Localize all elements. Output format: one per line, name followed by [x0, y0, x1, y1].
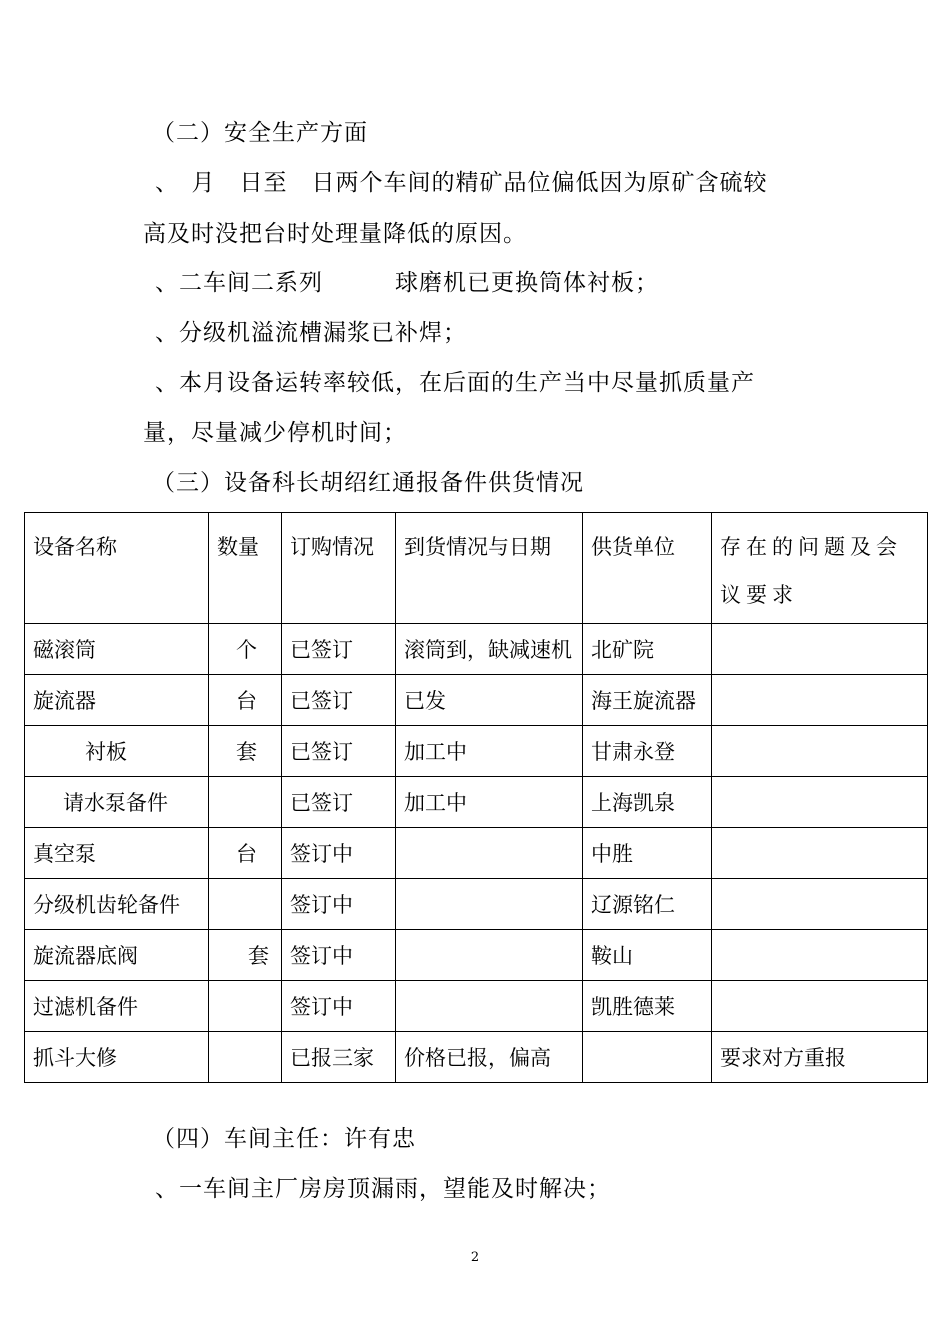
cell-equipment: 衬板	[25, 726, 209, 777]
cell-arrival: 价格已报，偏高	[396, 1032, 583, 1083]
cell-quantity	[209, 981, 282, 1032]
cell-supplier: 辽源铭仁	[583, 879, 712, 930]
section2-item1-line1: 、 月 日至 日两个车间的精矿品位偏低因为原矿含硫较	[155, 170, 768, 196]
cell-quantity: 台	[209, 828, 282, 879]
cell-equipment: 过滤机备件	[25, 981, 209, 1032]
cell-supplier: 海王旋流器	[583, 675, 712, 726]
table-row	[25, 675, 928, 726]
cell-supplier: 凯胜德莱	[583, 981, 712, 1032]
section2-item2: 、二车间二系列 球磨机已更换筒体衬板；	[155, 270, 659, 296]
table-header-row	[25, 513, 928, 624]
cell-arrival	[396, 981, 583, 1032]
header-supplier: 供货单位	[583, 513, 712, 624]
header-issues-requirements: 存在的问题及会议要求	[712, 513, 928, 624]
cell-issues	[712, 624, 928, 675]
cell-arrival: 已发	[396, 675, 583, 726]
cell-equipment: 抓斗大修	[25, 1032, 209, 1083]
cell-issues	[712, 981, 928, 1032]
cell-quantity	[209, 879, 282, 930]
cell-supplier: 甘肃永登	[583, 726, 712, 777]
header-quantity: 数量	[209, 513, 282, 624]
cell-arrival	[396, 930, 583, 981]
cell-equipment: 请水泵备件	[25, 777, 209, 828]
section2-item4-line1: 、本月设备运转率较低，在后面的生产当中尽量抓质量产	[155, 370, 755, 396]
cell-arrival	[396, 879, 583, 930]
page-number: 2	[470, 1250, 480, 1265]
cell-quantity	[209, 777, 282, 828]
section4-item1: 、一车间主厂房房顶漏雨，望能及时解决；	[155, 1176, 611, 1202]
table-row	[25, 930, 928, 981]
cell-quantity: 套	[209, 930, 282, 981]
table-row	[25, 777, 928, 828]
cell-quantity: 个	[209, 624, 282, 675]
cell-issues	[712, 726, 928, 777]
cell-quantity: 套	[209, 726, 282, 777]
table-row	[25, 828, 928, 879]
section2-item3: 、分级机溢流槽漏浆已补焊；	[155, 320, 467, 346]
section2-heading: （二）安全生产方面	[152, 120, 368, 146]
cell-supplier: 中胜	[583, 828, 712, 879]
cell-quantity: 台	[209, 675, 282, 726]
supply-status-table	[24, 512, 928, 1083]
cell-equipment: 真空泵	[25, 828, 209, 879]
cell-issues	[712, 930, 928, 981]
cell-supplier: 上海凯泉	[583, 777, 712, 828]
cell-arrival	[396, 828, 583, 879]
cell-order: 签订中	[282, 828, 396, 879]
section4-heading: （四）车间主任：许有忠	[152, 1126, 416, 1152]
header-order-status: 订购情况	[282, 513, 396, 624]
cell-order: 签订中	[282, 930, 396, 981]
cell-order: 已签订	[282, 624, 396, 675]
table-row	[25, 726, 928, 777]
cell-order: 已报三家	[282, 1032, 396, 1083]
cell-quantity	[209, 1032, 282, 1083]
cell-order: 已签订	[282, 675, 396, 726]
section3-heading: （三）设备科长胡绍红通报备件供货情况	[152, 470, 584, 496]
cell-arrival: 加工中	[396, 777, 583, 828]
cell-order: 签订中	[282, 879, 396, 930]
table-row	[25, 1032, 928, 1083]
cell-equipment: 磁滚筒	[25, 624, 209, 675]
cell-issues	[712, 675, 928, 726]
cell-equipment: 旋流器	[25, 675, 209, 726]
cell-issues: 要求对方重报	[712, 1032, 928, 1083]
cell-arrival: 滚筒到，缺减速机	[396, 624, 583, 675]
cell-issues	[712, 828, 928, 879]
cell-issues	[712, 879, 928, 930]
table-row	[25, 624, 928, 675]
cell-supplier: 北矿院	[583, 624, 712, 675]
header-arrival-status: 到货情况与日期	[396, 513, 583, 624]
cell-equipment: 分级机齿轮备件	[25, 879, 209, 930]
table-row	[25, 879, 928, 930]
cell-order: 已签订	[282, 777, 396, 828]
cell-supplier	[583, 1032, 712, 1083]
section2-item4-line2: 量，尽量减少停机时间；	[143, 420, 407, 446]
cell-arrival: 加工中	[396, 726, 583, 777]
cell-equipment: 旋流器底阀	[25, 930, 209, 981]
cell-supplier: 鞍山	[583, 930, 712, 981]
section2-item1-line2: 高及时没把台时处理量降低的原因。	[143, 221, 527, 247]
table-row	[25, 981, 928, 1032]
cell-issues	[712, 777, 928, 828]
cell-order: 签订中	[282, 981, 396, 1032]
cell-order: 已签订	[282, 726, 396, 777]
header-equipment-name: 设备名称	[25, 513, 209, 624]
